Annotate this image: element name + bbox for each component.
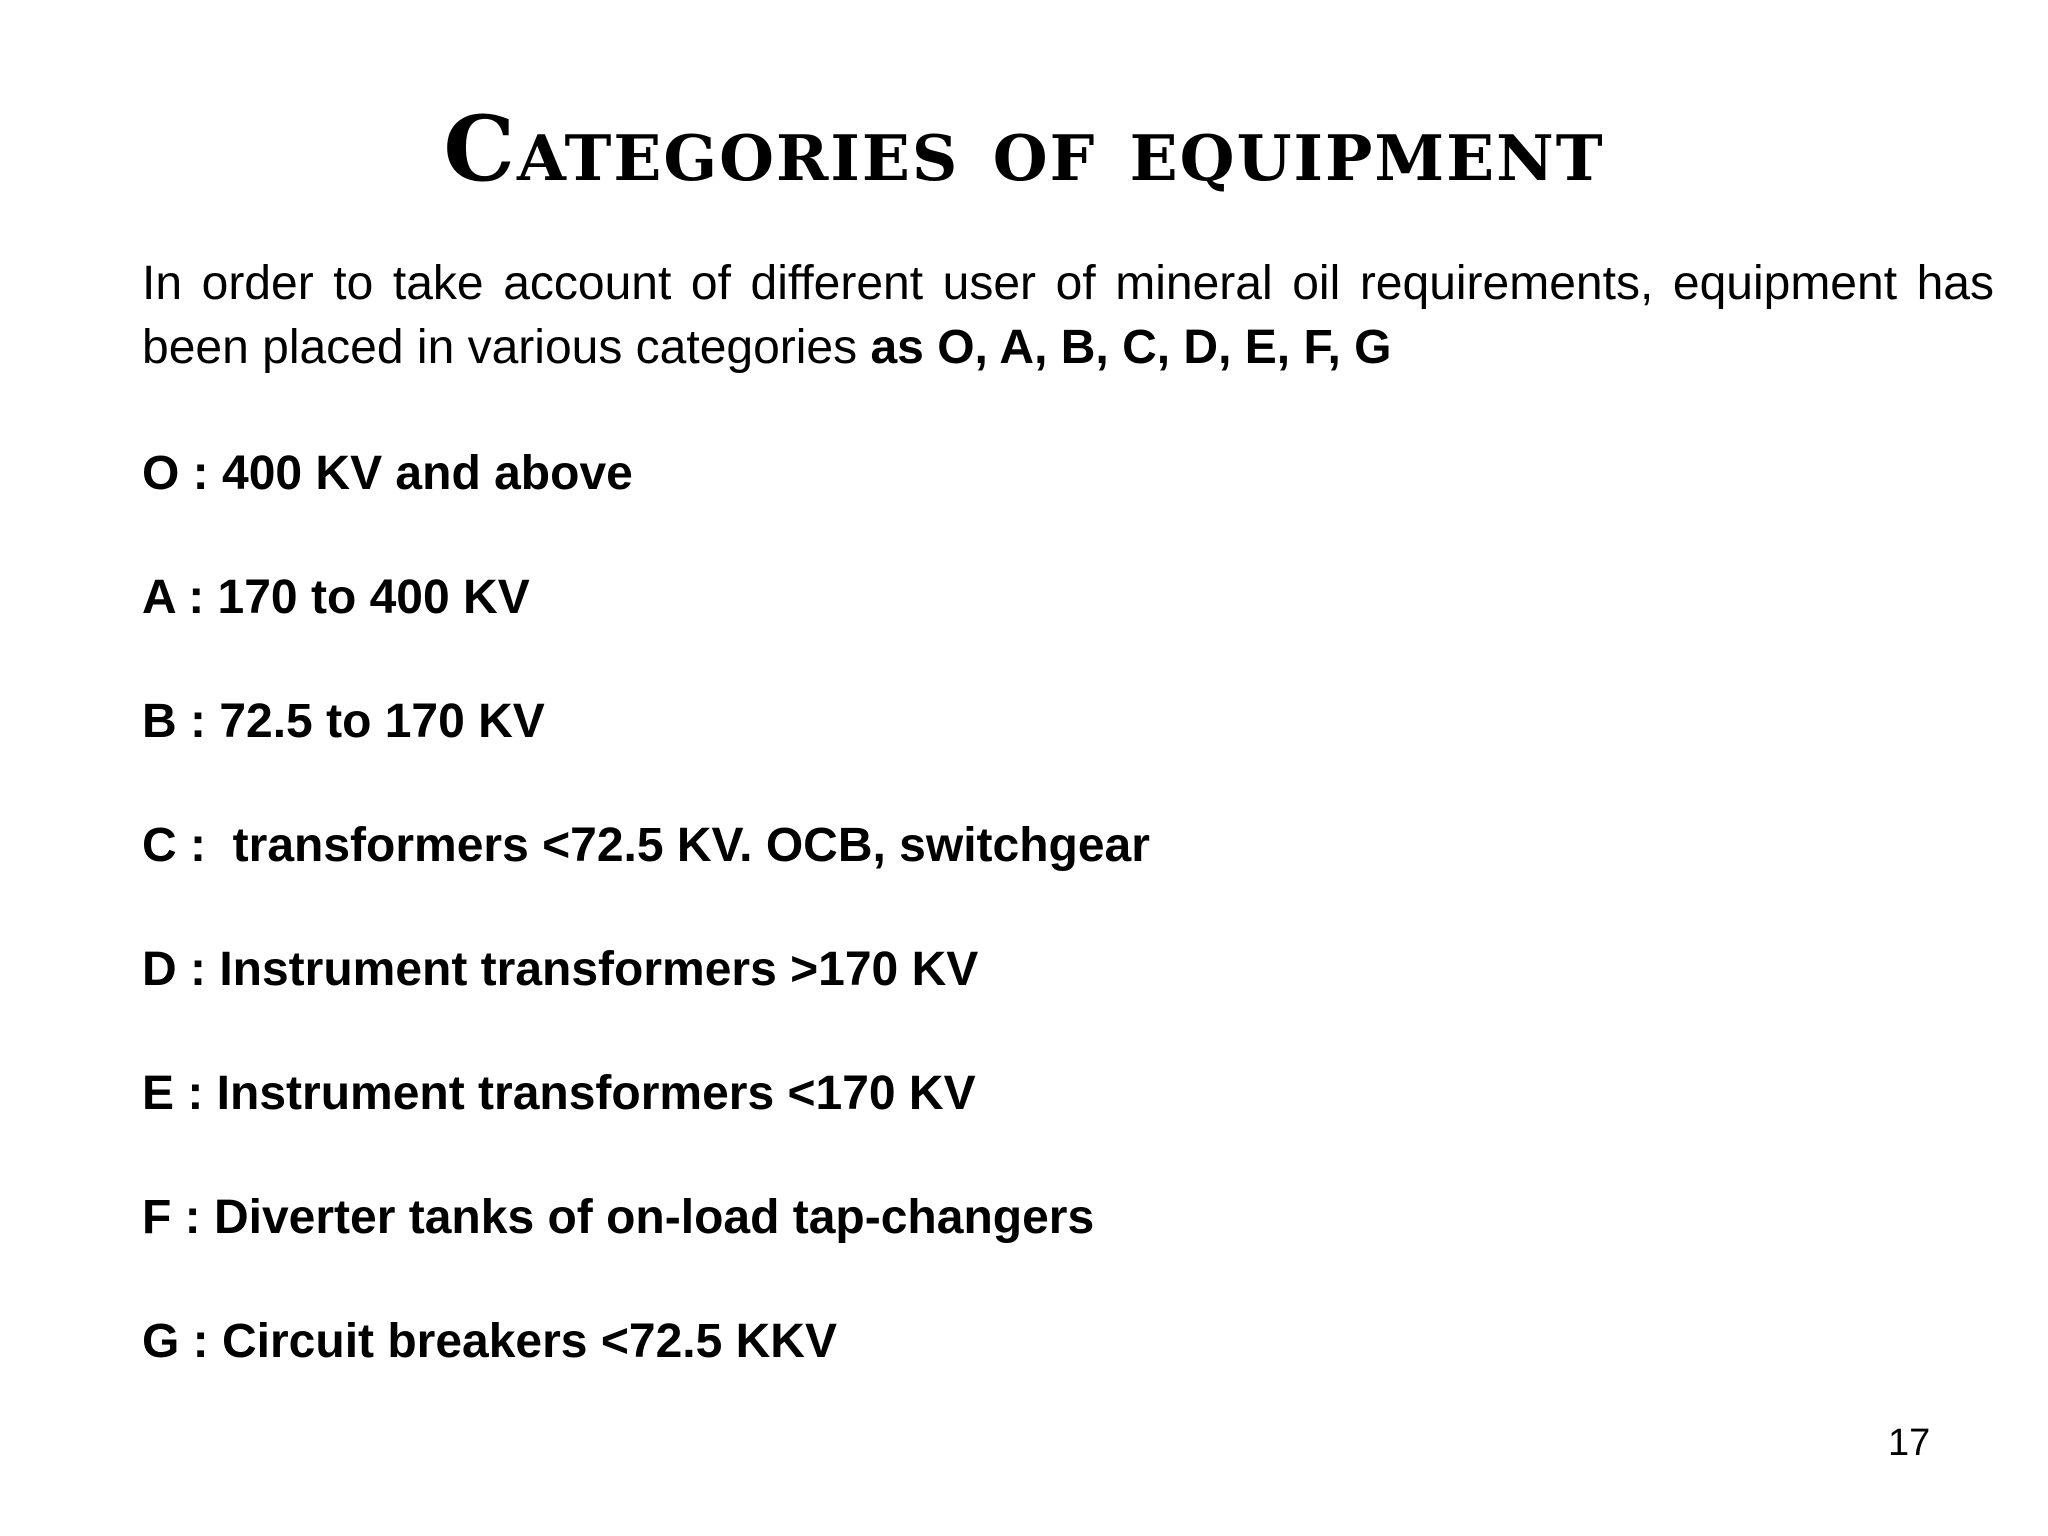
category-d: D : Instrument transformers >170 KV <box>142 943 979 996</box>
intro-paragraph <box>142 252 1994 380</box>
slide-title: Categories of equipment <box>443 96 1605 202</box>
category-g: G : Circuit breakers <72.5 KKV <box>142 1315 837 1368</box>
intro-text: In order to take account of different user of mineral oil requirements, equipment has been placed in various categories <box>142 257 1994 374</box>
intro-bold-text: as O, A, B, C, D, E, F, G <box>870 321 1392 374</box>
category-e: E : Instrument transformers <170 KV <box>142 1067 976 1120</box>
category-f: F : Diverter tanks of on-load tap-changers <box>142 1191 1095 1244</box>
category-c: C : transformers <72.5 KV. OCB, switchgear <box>142 819 1150 872</box>
category-a: A : 170 to 400 KV <box>142 571 530 624</box>
category-b: B : 72.5 to 170 KV <box>142 695 545 748</box>
page-number: 17 <box>1888 1422 1931 1464</box>
category-o: O : 400 KV and above <box>142 447 633 500</box>
